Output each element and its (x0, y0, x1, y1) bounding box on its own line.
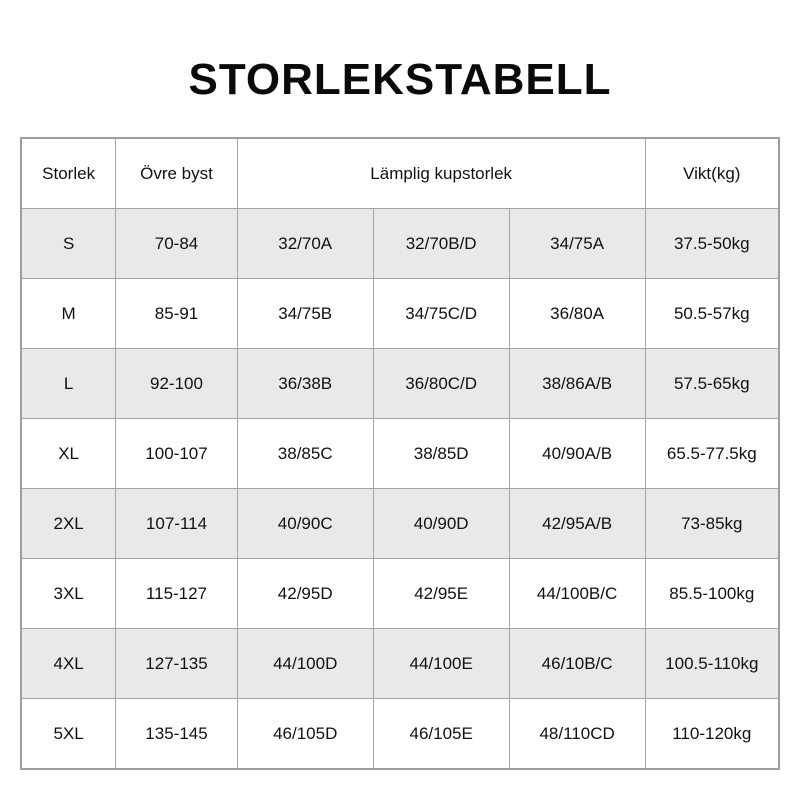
cell-size: 4XL (21, 629, 116, 699)
cell-cup-1: 38/85C (237, 419, 373, 489)
cell-cup-2: 38/85D (373, 419, 509, 489)
cell-cup-2: 44/100E (373, 629, 509, 699)
column-header-bust: Övre byst (116, 138, 238, 209)
cell-cup-2: 46/105E (373, 699, 509, 770)
cell-weight: 73-85kg (645, 489, 779, 559)
cell-weight: 65.5-77.5kg (645, 419, 779, 489)
cell-cup-2: 34/75C/D (373, 279, 509, 349)
cell-bust: 127-135 (116, 629, 238, 699)
cell-cup-1: 44/100D (237, 629, 373, 699)
cell-cup-1: 36/38B (237, 349, 373, 419)
cell-bust: 115-127 (116, 559, 238, 629)
cell-size: M (21, 279, 116, 349)
column-header-cup: Lämplig kupstorlek (237, 138, 645, 209)
cell-size: 2XL (21, 489, 116, 559)
cell-bust: 107-114 (116, 489, 238, 559)
table-body (21, 209, 779, 770)
cell-weight: 85.5-100kg (645, 559, 779, 629)
cell-cup-2: 42/95E (373, 559, 509, 629)
cell-weight: 50.5-57kg (645, 279, 779, 349)
table-row (21, 419, 779, 489)
table-row (21, 559, 779, 629)
cell-cup-3: 44/100B/C (509, 559, 645, 629)
cell-cup-3: 46/10B/C (509, 629, 645, 699)
size-table (20, 137, 780, 770)
cell-cup-3: 48/110CD (509, 699, 645, 770)
cell-cup-1: 40/90C (237, 489, 373, 559)
cell-bust: 92-100 (116, 349, 238, 419)
table-header (21, 138, 779, 209)
cell-bust: 85-91 (116, 279, 238, 349)
cell-weight: 110-120kg (645, 699, 779, 770)
cell-bust: 135-145 (116, 699, 238, 770)
cell-bust: 100-107 (116, 419, 238, 489)
column-header-weight: Vikt(kg) (645, 138, 779, 209)
cell-cup-2: 40/90D (373, 489, 509, 559)
cell-cup-3: 36/80A (509, 279, 645, 349)
cell-cup-1: 32/70A (237, 209, 373, 279)
cell-bust: 70-84 (116, 209, 238, 279)
cell-cup-2: 32/70B/D (373, 209, 509, 279)
page-title: STORLEKSTABELL (188, 55, 612, 104)
cell-cup-1: 42/95D (237, 559, 373, 629)
cell-size: 5XL (21, 699, 116, 770)
cell-cup-3: 34/75A (509, 209, 645, 279)
cell-weight: 57.5-65kg (645, 349, 779, 419)
table-row (21, 279, 779, 349)
cell-cup-1: 46/105D (237, 699, 373, 770)
size-table-container (20, 137, 780, 770)
cell-cup-3: 42/95A/B (509, 489, 645, 559)
column-header-size: Storlek (21, 138, 116, 209)
table-row (21, 699, 779, 770)
table-row (21, 209, 779, 279)
cell-cup-1: 34/75B (237, 279, 373, 349)
cell-cup-3: 40/90A/B (509, 419, 645, 489)
cell-size: 3XL (21, 559, 116, 629)
table-row (21, 629, 779, 699)
table-row (21, 349, 779, 419)
cell-size: S (21, 209, 116, 279)
cell-cup-2: 36/80C/D (373, 349, 509, 419)
cell-size: XL (21, 419, 116, 489)
cell-cup-3: 38/86A/B (509, 349, 645, 419)
cell-size: L (21, 349, 116, 419)
cell-weight: 100.5-110kg (645, 629, 779, 699)
table-row (21, 489, 779, 559)
table-header-row (21, 138, 779, 209)
cell-weight: 37.5-50kg (645, 209, 779, 279)
